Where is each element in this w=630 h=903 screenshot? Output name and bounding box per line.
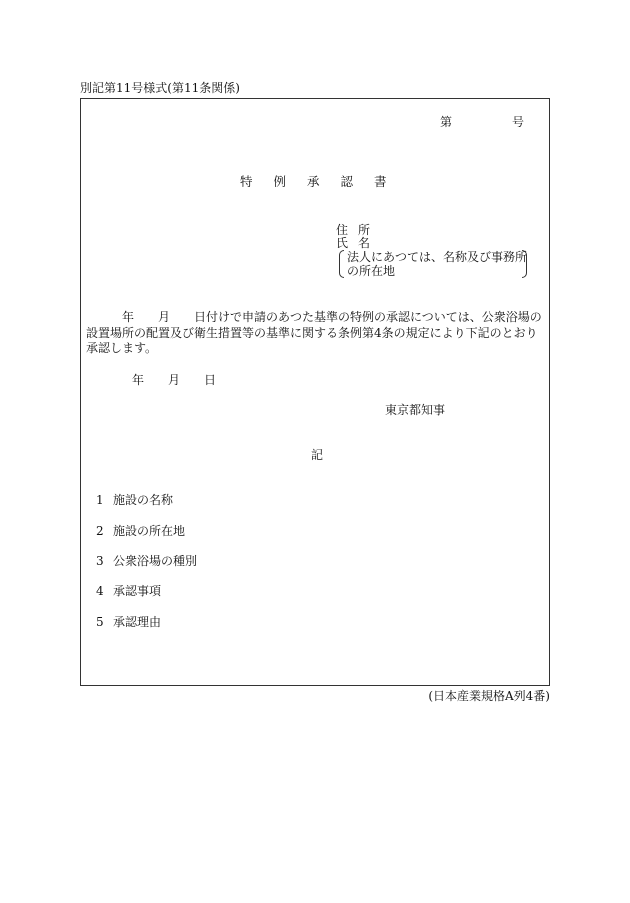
list-item <box>96 616 161 628</box>
issue-date: 年 月 日 <box>132 373 217 387</box>
doc-number-suffix: 号 <box>512 115 525 129</box>
address-label: 住所 <box>336 223 381 237</box>
list-item <box>96 525 185 537</box>
ki-heading: 記 <box>311 448 324 462</box>
item-label: 施設の所在地 <box>113 524 186 538</box>
form-caption: 別記第11号様式(第11条関係) <box>80 81 240 95</box>
bracket-right <box>522 250 527 278</box>
name-label: 氏名 <box>336 236 381 250</box>
item-number: 3 <box>96 554 104 568</box>
item-label: 公衆浴場の種別 <box>113 554 198 568</box>
doc-number-prefix: 第 <box>440 115 453 129</box>
corporate-note-line1: 法人にあつては、名称及び事務所 <box>347 250 528 264</box>
list-item <box>96 555 197 567</box>
item-label: 承認理由 <box>113 615 162 629</box>
corporate-note <box>339 250 527 280</box>
item-number: 4 <box>96 584 104 598</box>
issuer-name: 東京都知事 <box>385 403 446 417</box>
item-label: 施設の名称 <box>113 493 174 507</box>
item-number: 2 <box>96 524 104 538</box>
item-number: 1 <box>96 493 104 507</box>
approval-statement: 年 月 日付けで申請のあつた基準の特例の承認については、公衆浴場の設置場所の配置及び衛生措置等の基準に関する条例第4条の規定により下記のとおり承認します。 <box>86 310 542 355</box>
paper-size-note: (日本産業規格A列4番) <box>428 689 550 703</box>
bracket-left <box>339 250 344 278</box>
item-label: 承認事項 <box>113 584 162 598</box>
list-item <box>96 494 173 506</box>
document-title: 特例承認書 <box>240 174 408 189</box>
list-item <box>96 585 161 597</box>
corporate-note-line2: の所在地 <box>347 264 396 278</box>
item-number: 5 <box>96 615 104 629</box>
